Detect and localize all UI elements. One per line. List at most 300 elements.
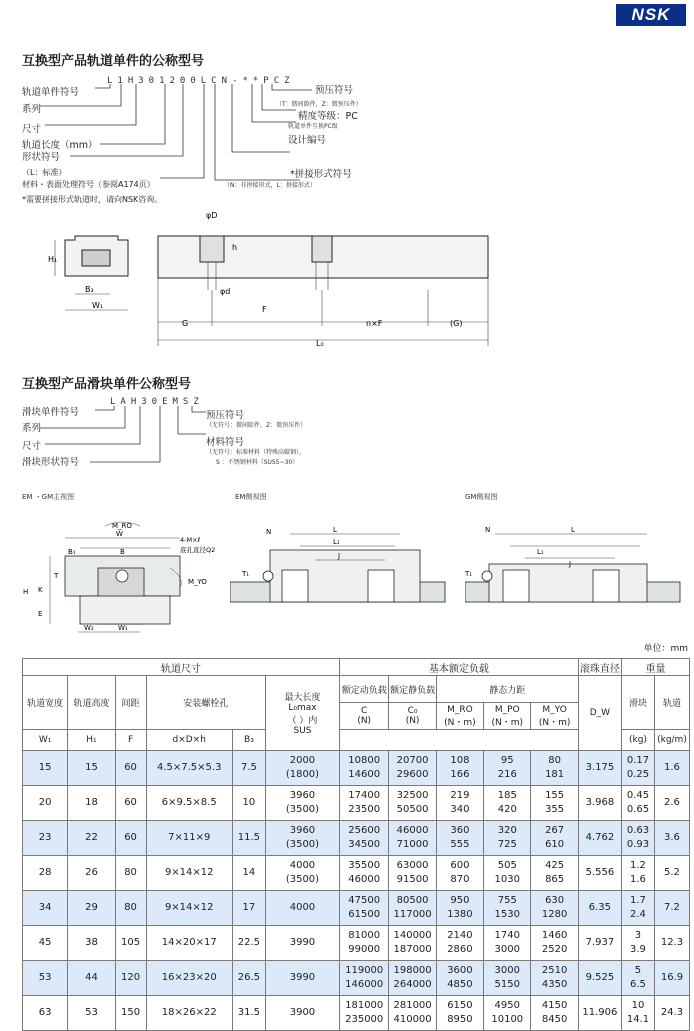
cell-mpo-line: 4950 — [494, 1000, 520, 1011]
view-caption-front: EM ・GM主视图 — [22, 493, 75, 501]
cell-c0 — [389, 821, 436, 856]
cell-mpo-line: 95 — [500, 755, 514, 766]
cell-c-line: 10800 — [348, 755, 381, 766]
cell-myo-line: 2520 — [541, 944, 568, 955]
cell-bolt: 9×14×12 — [146, 856, 232, 891]
table-row — [23, 751, 690, 786]
cell-c0-line: 410000 — [393, 1014, 432, 1025]
block-section-title: 互换型产品滑块单件公称型号 — [22, 377, 192, 392]
em-L: L — [333, 526, 337, 534]
label-design-no: 设计编号 — [288, 135, 327, 146]
cell-w1: 34 — [23, 891, 68, 926]
em-T1: T₁ — [242, 570, 250, 578]
hdr-rail-weight: 轨道 — [654, 676, 689, 730]
cell-f: 60 — [115, 751, 146, 786]
table-row — [23, 961, 690, 996]
cell-bolt: 7×11×9 — [146, 821, 232, 856]
cell-c-line: 46000 — [348, 874, 381, 885]
cell-wb-line: 0.17 — [626, 755, 650, 766]
cell-wb-line: 0.45 — [626, 790, 650, 801]
table-row — [23, 856, 690, 891]
cell-c-line: 25600 — [348, 825, 381, 836]
hdr-weight: 重量 — [622, 659, 690, 676]
cell-h1: 44 — [68, 961, 115, 996]
label-joint: *拼接形式符号 — [290, 169, 352, 180]
cell-mro-line: 219 — [450, 790, 470, 801]
cell-mro — [436, 821, 483, 856]
dim-phiD: φD — [206, 211, 218, 220]
cell-c-line: 61500 — [348, 909, 381, 920]
front-E: E — [38, 610, 43, 618]
gm-L: L — [571, 526, 575, 534]
cell-f: 120 — [115, 961, 146, 996]
hdr-block: 滑块 — [622, 676, 655, 730]
cell-mro — [436, 961, 483, 996]
cell-myo-line: 610 — [545, 839, 565, 850]
cell-len-line: (3500) — [285, 804, 320, 815]
cell-mro-line: 600 — [450, 860, 470, 871]
front-holes: 4-M×ℓ — [180, 536, 201, 544]
hdr-rail-width: 轨道宽度 — [23, 676, 68, 730]
cell-c0-line: 46000 — [396, 825, 429, 836]
cell-mro-line: 340 — [450, 804, 470, 815]
cell-c — [340, 996, 389, 1031]
cell-c0-line: 140000 — [393, 930, 432, 941]
cell-len — [265, 891, 339, 926]
cell-dw: 6.35 — [578, 891, 621, 926]
cell-wr: 5.2 — [654, 856, 689, 891]
cell-b3: 22.5 — [232, 926, 265, 961]
cell-mpo — [484, 821, 531, 856]
cell-mro-line: 108 — [450, 755, 470, 766]
cell-myo-line: 1460 — [541, 930, 568, 941]
cell-len-line: 3990 — [289, 937, 316, 948]
cell-f: 105 — [115, 926, 146, 961]
gm-L1: L₁ — [537, 548, 544, 556]
cell-c0 — [389, 926, 436, 961]
cell-mro-line: 8950 — [447, 1014, 473, 1025]
cell-bolt: 9×14×12 — [146, 891, 232, 926]
cell-c — [340, 821, 389, 856]
cell-len — [265, 926, 339, 961]
label-block-symbol: 滑块单件符号 — [22, 407, 80, 418]
cell-mpo-line: 420 — [497, 804, 517, 815]
cell-wr: 24.3 — [654, 996, 689, 1031]
cell-wb — [622, 751, 655, 786]
cell-f: 60 — [115, 786, 146, 821]
sym-C: C — [361, 706, 368, 716]
front-B1: B₁ — [68, 548, 76, 556]
unit-block: (kg) — [622, 730, 655, 751]
cell-b3: 31.5 — [232, 996, 265, 1031]
unit-C: (N) — [357, 716, 372, 726]
cell-wr: 3.6 — [654, 821, 689, 856]
table-row — [23, 926, 690, 961]
cell-myo — [531, 856, 578, 891]
hdr-Dw: D_W — [578, 676, 621, 751]
cell-c-line: 146000 — [345, 979, 384, 990]
cell-c-line: 23500 — [348, 804, 381, 815]
front-W: W — [116, 530, 123, 538]
cell-mro — [436, 856, 483, 891]
view-caption-gm-side: GM侧视图 — [465, 493, 498, 501]
cell-wb-line: 0.65 — [626, 804, 650, 815]
gm-J: J — [569, 560, 572, 568]
cell-c0-line: 91500 — [396, 874, 429, 885]
em-N: N — [266, 528, 272, 536]
hdr-moment: 静态力距 — [436, 676, 578, 703]
front-B: B — [120, 548, 125, 556]
cell-myo-line: 630 — [545, 895, 565, 906]
label-series: 系列 — [22, 104, 42, 115]
cell-mro — [436, 751, 483, 786]
hdr-rail-height: 轨道高度 — [68, 676, 115, 730]
cell-myo-line: 1280 — [541, 909, 568, 920]
cell-wb — [622, 961, 655, 996]
cell-c-line: 17400 — [348, 790, 381, 801]
hdr-maxlen-sus: SUS — [293, 726, 312, 736]
label-block-preload: 预压符号 — [206, 410, 245, 421]
label-material-note1: （无符号：标准材料（特殊高碳钢）， — [206, 449, 306, 456]
cell-mro-line: 555 — [450, 839, 470, 850]
cell-mro-line: 3600 — [447, 965, 473, 976]
cell-mpo-line: 1530 — [494, 909, 520, 920]
cell-myo — [531, 926, 578, 961]
cell-mpo-line: 185 — [497, 790, 517, 801]
cell-h1: 18 — [68, 786, 115, 821]
rail-code-leaders — [0, 80, 694, 190]
hdr-stat: 额定静负载 — [389, 676, 436, 703]
cell-f: 150 — [115, 996, 146, 1031]
hdr-bolt: 安装螺栓孔 — [146, 676, 265, 730]
block-model-code: LAH30EMSZ — [110, 397, 204, 407]
cell-mpo-line: 1030 — [494, 874, 520, 885]
sym-MYO: M_YO — [542, 704, 567, 715]
label-shape-note: （L：标准） — [22, 168, 67, 177]
cell-mpo — [484, 996, 531, 1031]
label-material: 材料・表面处理符号（参阅A174页） — [22, 180, 155, 189]
cell-mpo — [484, 926, 531, 961]
front-H: H — [23, 588, 29, 596]
cell-c-line: 99000 — [348, 944, 381, 955]
dim-h: h — [232, 243, 238, 252]
cell-mpo-line: 505 — [497, 860, 517, 871]
gm-N: N — [485, 526, 491, 534]
dim-L0: L₀ — [316, 339, 324, 348]
cell-wb-line: 1.7 — [630, 895, 646, 906]
hdr-maxlen-note: （ ）内 — [287, 716, 318, 726]
cell-myo-line: 155 — [545, 790, 565, 801]
cell-c0 — [389, 891, 436, 926]
em-L1: L₁ — [333, 538, 340, 546]
cell-mro — [436, 926, 483, 961]
cell-len-line: 2000 — [289, 755, 316, 766]
cell-wb — [622, 996, 655, 1031]
cell-len-line: 4000 — [289, 860, 316, 871]
label-preload-note: （T：微间隙件，Z：微预压件） — [276, 101, 362, 108]
front-T: T — [54, 572, 59, 580]
cell-f: 60 — [115, 821, 146, 856]
label-rail-length: 轨道长度（mm） — [22, 140, 98, 151]
front-MRO: M_RO — [112, 522, 132, 530]
cell-wb-line: 14.1 — [626, 1014, 650, 1025]
cell-dw: 5.556 — [578, 856, 621, 891]
sym-W1: W₁ — [23, 730, 68, 751]
cell-c0-line: 50500 — [396, 804, 429, 815]
cell-wr: 1.6 — [654, 751, 689, 786]
cell-b3: 7.5 — [232, 751, 265, 786]
cell-mro — [436, 786, 483, 821]
cell-myo-line: 4350 — [541, 979, 568, 990]
dim-F: F — [262, 305, 267, 314]
hdr-maxlen-sym: L₀max — [288, 703, 317, 713]
front-W1: W₁ — [118, 624, 128, 632]
hdr-dyn: 额定动负载 — [340, 676, 389, 703]
cell-c0-line: 63000 — [396, 860, 429, 871]
view-caption-em-side: EM侧视图 — [235, 493, 267, 501]
cell-myo-line: 425 — [545, 860, 565, 871]
cell-c — [340, 856, 389, 891]
cell-c0-line: 264000 — [393, 979, 432, 990]
cell-myo — [531, 751, 578, 786]
cell-c-line: 181000 — [345, 1000, 384, 1011]
hdr-ball: 滚珠直径 — [578, 659, 621, 676]
label-size: 尺寸 — [22, 124, 42, 135]
cell-b3: 11.5 — [232, 821, 265, 856]
hdr-rail-dims: 轨道尺寸 — [23, 659, 340, 676]
em-J: J — [338, 552, 341, 560]
sym-C0: C₀ — [407, 706, 418, 716]
front-K: K — [38, 586, 43, 594]
front-MYO: M_YO — [188, 578, 207, 586]
gm-T1: T₁ — [465, 570, 473, 578]
cell-len — [265, 786, 339, 821]
cell-c-line: 34500 — [348, 839, 381, 850]
cell-h1: 15 — [68, 751, 115, 786]
gm-side-view — [465, 520, 685, 620]
cell-mpo — [484, 856, 531, 891]
nsk-logo: NSK — [616, 4, 686, 26]
cell-wb-line: 10 — [631, 1000, 645, 1011]
cell-c0 — [389, 996, 436, 1031]
label-material-sym: 材料符号 — [206, 437, 245, 448]
cell-c0-line: 80500 — [396, 895, 429, 906]
cell-mpo-line: 755 — [497, 895, 517, 906]
cell-wb-line: 0.25 — [626, 769, 650, 780]
dim-H1: H₁ — [48, 255, 58, 264]
cell-c-line: 35500 — [348, 860, 381, 871]
cell-wb — [622, 821, 655, 856]
cell-len-line: (1800) — [285, 769, 320, 780]
hdr-C — [340, 703, 389, 730]
cell-len — [265, 856, 339, 891]
cell-mpo-line: 10100 — [491, 1014, 524, 1025]
cell-bolt: 4.5×7.5×5.3 — [146, 751, 232, 786]
cell-c0-line: 198000 — [393, 965, 432, 976]
cell-f: 80 — [115, 891, 146, 926]
cell-h1: 38 — [68, 926, 115, 961]
label-block-series: 系列 — [22, 423, 42, 434]
cell-myo-line: 2510 — [541, 965, 568, 976]
hdr-MRO — [436, 703, 483, 730]
dim-phid: φd — [220, 287, 231, 296]
hdr-MPO — [484, 703, 531, 730]
cell-len — [265, 961, 339, 996]
cell-myo-line: 355 — [545, 804, 565, 815]
cell-bolt: 18×26×22 — [146, 996, 232, 1031]
cell-myo — [531, 821, 578, 856]
cell-wb-line: 0.93 — [626, 839, 650, 850]
cell-c0 — [389, 856, 436, 891]
cell-w1: 45 — [23, 926, 68, 961]
cell-c-line: 47500 — [348, 895, 381, 906]
unit-MPO: (N・m) — [491, 717, 524, 728]
cell-w1: 28 — [23, 856, 68, 891]
label-preload: 预压符号 — [315, 85, 354, 96]
cell-len — [265, 751, 339, 786]
cell-mro-line: 2140 — [447, 930, 473, 941]
cell-wb — [622, 926, 655, 961]
cell-h1: 22 — [68, 821, 115, 856]
cell-wr: 2.6 — [654, 786, 689, 821]
front-W2: W₂ — [84, 624, 94, 632]
cell-mpo-line: 725 — [497, 839, 517, 850]
cell-c — [340, 926, 389, 961]
cell-myo-line: 80 — [548, 755, 561, 766]
cell-b3: 10 — [232, 786, 265, 821]
cell-len-line: 4000 — [289, 902, 316, 913]
unit-MRO: (N・m) — [444, 717, 476, 728]
cell-wb-line: 3 — [634, 930, 642, 941]
cell-b3: 26.5 — [232, 961, 265, 996]
unit-label: 单位：mm — [643, 644, 688, 654]
cell-w1: 20 — [23, 786, 68, 821]
cell-mpo-line: 5150 — [494, 979, 520, 990]
cell-bolt: 14×20×17 — [146, 926, 232, 961]
cell-mpo — [484, 786, 531, 821]
em-side-view — [230, 520, 450, 620]
cell-dw: 4.762 — [578, 821, 621, 856]
cell-c0 — [389, 786, 436, 821]
cell-c0-line: 71000 — [396, 839, 429, 850]
table-row — [23, 786, 690, 821]
cell-c0-line: 29600 — [396, 769, 429, 780]
cell-bolt: 16×23×20 — [146, 961, 232, 996]
cell-myo — [531, 996, 578, 1031]
cell-mpo-line: 3000 — [494, 944, 520, 955]
label-joint-note: （N：非拼接形式，L：拼接形式） — [224, 182, 316, 189]
spec-table — [22, 658, 690, 1031]
block-front-view — [20, 508, 230, 638]
sym-dDh: d×D×h — [146, 730, 232, 751]
rail-model-code: L1H301200LCN-**PCZ — [107, 76, 295, 86]
cell-c-line: 81000 — [348, 930, 381, 941]
unit-rail: (kg/m) — [654, 730, 689, 751]
sym-B3: B₃ — [232, 730, 265, 751]
label-rail-symbol: 轨道单件符号 — [22, 87, 80, 98]
cell-wr: 12.3 — [654, 926, 689, 961]
block-code-leaders — [0, 400, 694, 470]
cell-mpo — [484, 891, 531, 926]
cell-wb-line: 0.63 — [626, 825, 650, 836]
hdr-maxlen-label: 最大长度 — [284, 693, 321, 703]
cell-len-line: 3960 — [289, 825, 316, 836]
label-note-joint: *需要拼接形式轨道时，请向NSK咨询。 — [22, 195, 163, 204]
label-block-preload-note: （无符号：微间隙件，Z：微预压件） — [206, 422, 307, 429]
cell-c-line: 119000 — [345, 965, 384, 976]
cell-c0 — [389, 961, 436, 996]
sym-H1: H₁ — [68, 730, 115, 751]
cell-len-line: (3500) — [285, 839, 320, 850]
cell-mro-line: 4850 — [447, 979, 473, 990]
cell-len-line: 3900 — [289, 1007, 316, 1018]
hdr-maxlen — [265, 676, 339, 751]
cell-c0-line: 117000 — [393, 909, 432, 920]
rail-section-title: 互换型产品轨道单件的公称型号 — [22, 54, 205, 69]
cell-w1: 53 — [23, 961, 68, 996]
cell-myo-line: 865 — [545, 874, 565, 885]
cell-dw: 11.906 — [578, 996, 621, 1031]
cell-mro-line: 166 — [450, 769, 470, 780]
table-row — [23, 891, 690, 926]
cell-f: 80 — [115, 856, 146, 891]
cell-c — [340, 891, 389, 926]
cell-mro — [436, 996, 483, 1031]
cell-c0-line: 20700 — [396, 755, 429, 766]
cell-wb-line: 2.4 — [630, 909, 646, 920]
cell-wr: 7.2 — [654, 891, 689, 926]
table-row — [23, 821, 690, 856]
cell-mro-line: 2860 — [447, 944, 473, 955]
cell-len-line: 3960 — [289, 790, 316, 801]
sym-F: F — [115, 730, 146, 751]
cell-myo — [531, 786, 578, 821]
dim-nF: n×F — [366, 319, 383, 328]
cell-mpo-line: 216 — [497, 769, 517, 780]
cell-dw: 3.968 — [578, 786, 621, 821]
cell-mpo-line: 3000 — [494, 965, 520, 976]
cell-b3: 17 — [232, 891, 265, 926]
cell-myo — [531, 961, 578, 996]
cell-c — [340, 961, 389, 996]
cell-myo-line: 181 — [545, 769, 565, 780]
dim-B3: B₃ — [85, 285, 94, 294]
cell-c — [340, 786, 389, 821]
cell-mro-line: 870 — [450, 874, 470, 885]
cell-mro — [436, 891, 483, 926]
cell-mro-line: 1380 — [447, 909, 473, 920]
cell-myo — [531, 891, 578, 926]
rail-dimension-drawing — [0, 206, 694, 350]
cell-dw: 7.937 — [578, 926, 621, 961]
cell-len-line: (3500) — [285, 874, 320, 885]
cell-mro-line: 950 — [450, 895, 470, 906]
label-block-size: 尺寸 — [22, 441, 42, 452]
cell-mpo-line: 320 — [497, 825, 517, 836]
cell-wb — [622, 891, 655, 926]
table-row — [23, 996, 690, 1031]
cell-wb-line: 5 — [634, 965, 642, 976]
label-material-note2: S ：不锈钢材料（SUS5~30） — [216, 459, 299, 466]
hdr-pitch: 间距 — [115, 676, 146, 730]
label-block-shape: 滑块形状符号 — [22, 457, 80, 468]
cell-w1: 23 — [23, 821, 68, 856]
cell-h1: 53 — [68, 996, 115, 1031]
cell-wb-line: 1.6 — [630, 874, 646, 885]
cell-h1: 29 — [68, 891, 115, 926]
cell-c — [340, 751, 389, 786]
unit-MYO: (N・m) — [538, 717, 571, 728]
